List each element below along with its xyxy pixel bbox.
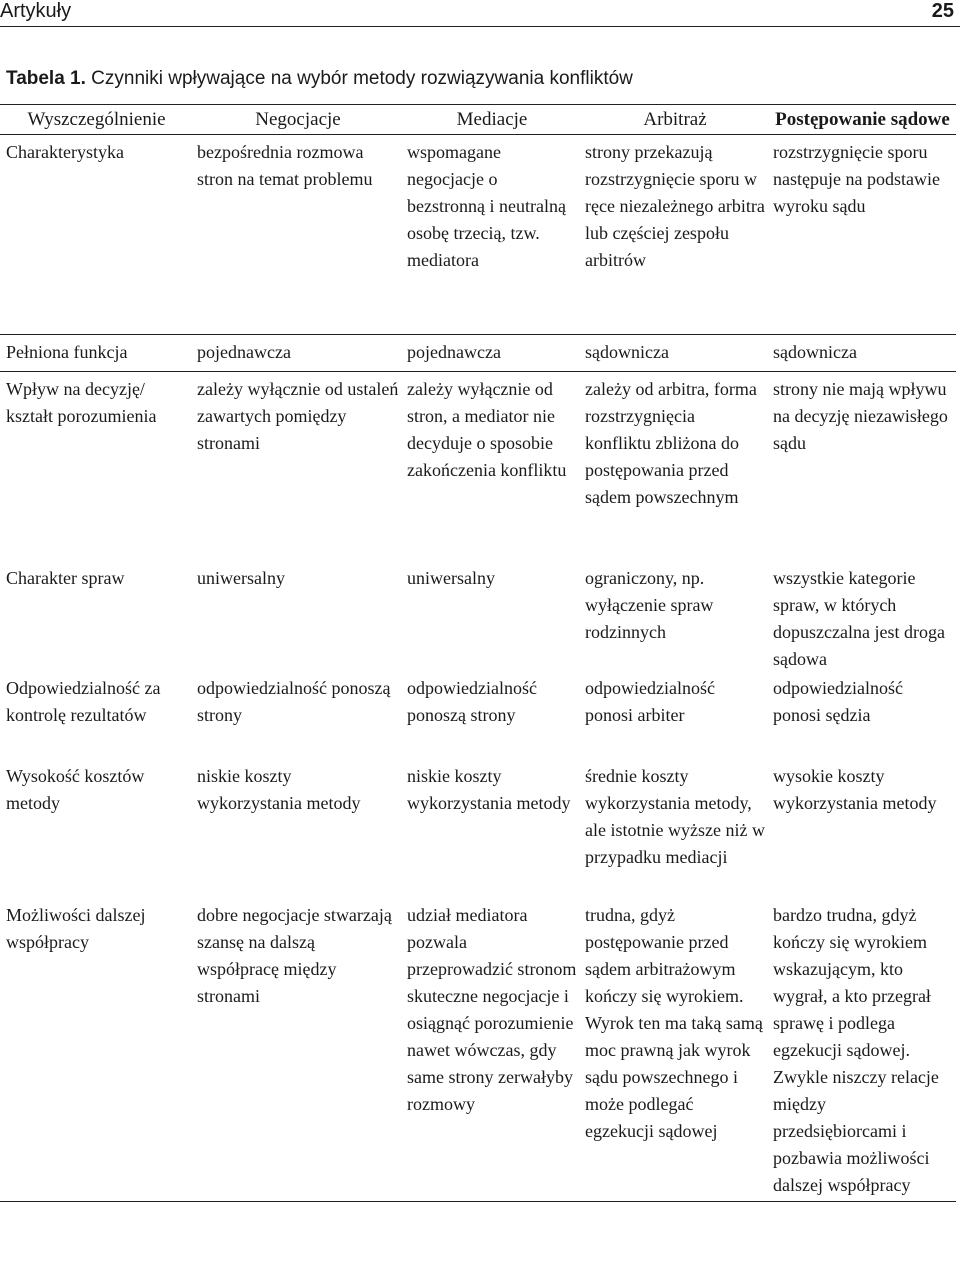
- table-cell: niskie koszty wykorzystania metody: [197, 765, 361, 813]
- table-row: [0, 135, 956, 335]
- table-cell: sądownicza: [769, 335, 956, 372]
- table-cell: wspomagane negocjacje o bezstronną i neutralną osobę trzecią, tzw. mediatora: [403, 135, 581, 335]
- table-cell: udział mediatora pozwala przeprowadzić stronom skuteczne negocjacje i osiągnąć porozumienie nawet wówczas, gdy same strony zerwałyby rozmowy: [403, 902, 581, 1202]
- table-cell: strony nie mają wpływu na decyzję niezawisłego sądu: [773, 379, 948, 453]
- table-cell: niskie koszty wykorzystania metody: [407, 765, 571, 813]
- row-label: Wpływ na decyzję/ kształt porozumienia: [6, 379, 157, 426]
- table-cell: zależy od arbitra, forma rozstrzygnięcia konfliktu zbliżona do postępowania przed sądem powszechnym: [585, 379, 757, 507]
- running-header: [0, 0, 960, 27]
- table-cell: dobre negocjacje stwarzają szansę na dalszą współpracę między stronami: [193, 902, 403, 1202]
- row-label: Możliwości dalszej współpracy: [0, 902, 193, 1202]
- table-cell: uniwersalny: [197, 567, 285, 588]
- row-label: Wysokość kosztów metody: [6, 765, 145, 813]
- table-cell: bezpośrednia rozmowa stron na temat problemu: [193, 135, 403, 335]
- table-row: [0, 372, 956, 565]
- table-cell: odpowiedzialność ponoszą strony: [197, 677, 391, 725]
- table-cell: pojednawcza: [193, 335, 403, 372]
- table-caption-label: Tabela 1.: [6, 68, 86, 89]
- row-label: Odpowiedzialność za kontrolę rezultatów: [6, 677, 161, 725]
- table-cell: rozstrzygnięcie sporu następuje na podstawie wyroku sądu: [769, 135, 956, 335]
- table-cell: odpowiedzialność ponoszą strony: [407, 677, 537, 725]
- table-cell: odpowiedzialność ponosi sędzia: [773, 677, 903, 725]
- table-row: [0, 763, 956, 902]
- table-header-row: [0, 105, 956, 135]
- table-row: [0, 335, 956, 372]
- table-cell: pojednawcza: [403, 335, 581, 372]
- table-row: [0, 565, 956, 675]
- table-cell: odpowiedzialność ponosi arbiter: [585, 677, 715, 725]
- page-number: 25: [931, 0, 954, 22]
- header-cell: Negocjacje: [193, 105, 403, 135]
- table-cell: bardzo trudna, gdyż kończy się wyrokiem wskazującym, kto wygrał, a kto przegrał sprawę i podlega egzekucji sądowej. Zwykle niszczy relacje między przedsiębiorcami i pozbawia możliwości dalszej współpracy: [769, 902, 956, 1202]
- table-cell: wszystkie kategorie spraw, w których dopuszczalna jest droga sądowa: [773, 567, 945, 669]
- table-row: [0, 902, 956, 1202]
- row-label: Charakterystyka: [0, 135, 193, 335]
- table-cell: strony przekazują rozstrzygnięcie sporu w ręce niezależnego arbitra lub częściej zespołu arbitrów: [581, 135, 769, 335]
- table-cell: wysokie koszty wykorzystania metody: [773, 765, 937, 813]
- row-label: Charakter spraw: [6, 567, 125, 588]
- table-cell: sądownicza: [581, 335, 769, 372]
- table-row: [0, 675, 956, 763]
- table-cell: uniwersalny: [407, 567, 495, 588]
- header-cell: Postępowanie sądowe: [769, 105, 956, 135]
- comparison-table: [0, 104, 956, 1202]
- table-cell: ograniczony, np. wyłączenie spraw rodzinnych: [585, 567, 714, 642]
- table-caption-text: Czynniki wpływające na wybór metody rozwiązywania konfliktów: [85, 68, 633, 89]
- table-caption: [6, 67, 633, 91]
- table-cell: zależy wyłącznie od stron, a mediator nie decyduje o sposobie zakończenia konfliktu: [407, 379, 567, 480]
- header-cell: Wyszczególnienie: [0, 105, 193, 135]
- table-cell: trudna, gdyż postępowanie przed sądem arbitrażowym kończy się wyrokiem. Wyrok ten ma taką samą moc prawną jak wyrok sądu powszechnego i może podlegać egzekucji sądowej: [581, 902, 769, 1202]
- section-name: Artykuły: [0, 0, 72, 22]
- table-cell: zależy wyłącznie od ustaleń zawartych pomiędzy stronami: [197, 379, 399, 453]
- table-cell: średnie koszty wykorzystania metody, ale istotnie wyższe niż w przypadku mediacji: [585, 765, 765, 867]
- row-label: Pełniona funkcja: [0, 335, 193, 372]
- header-cell: Mediacje: [403, 105, 581, 135]
- header-cell: Arbitraż: [581, 105, 769, 135]
